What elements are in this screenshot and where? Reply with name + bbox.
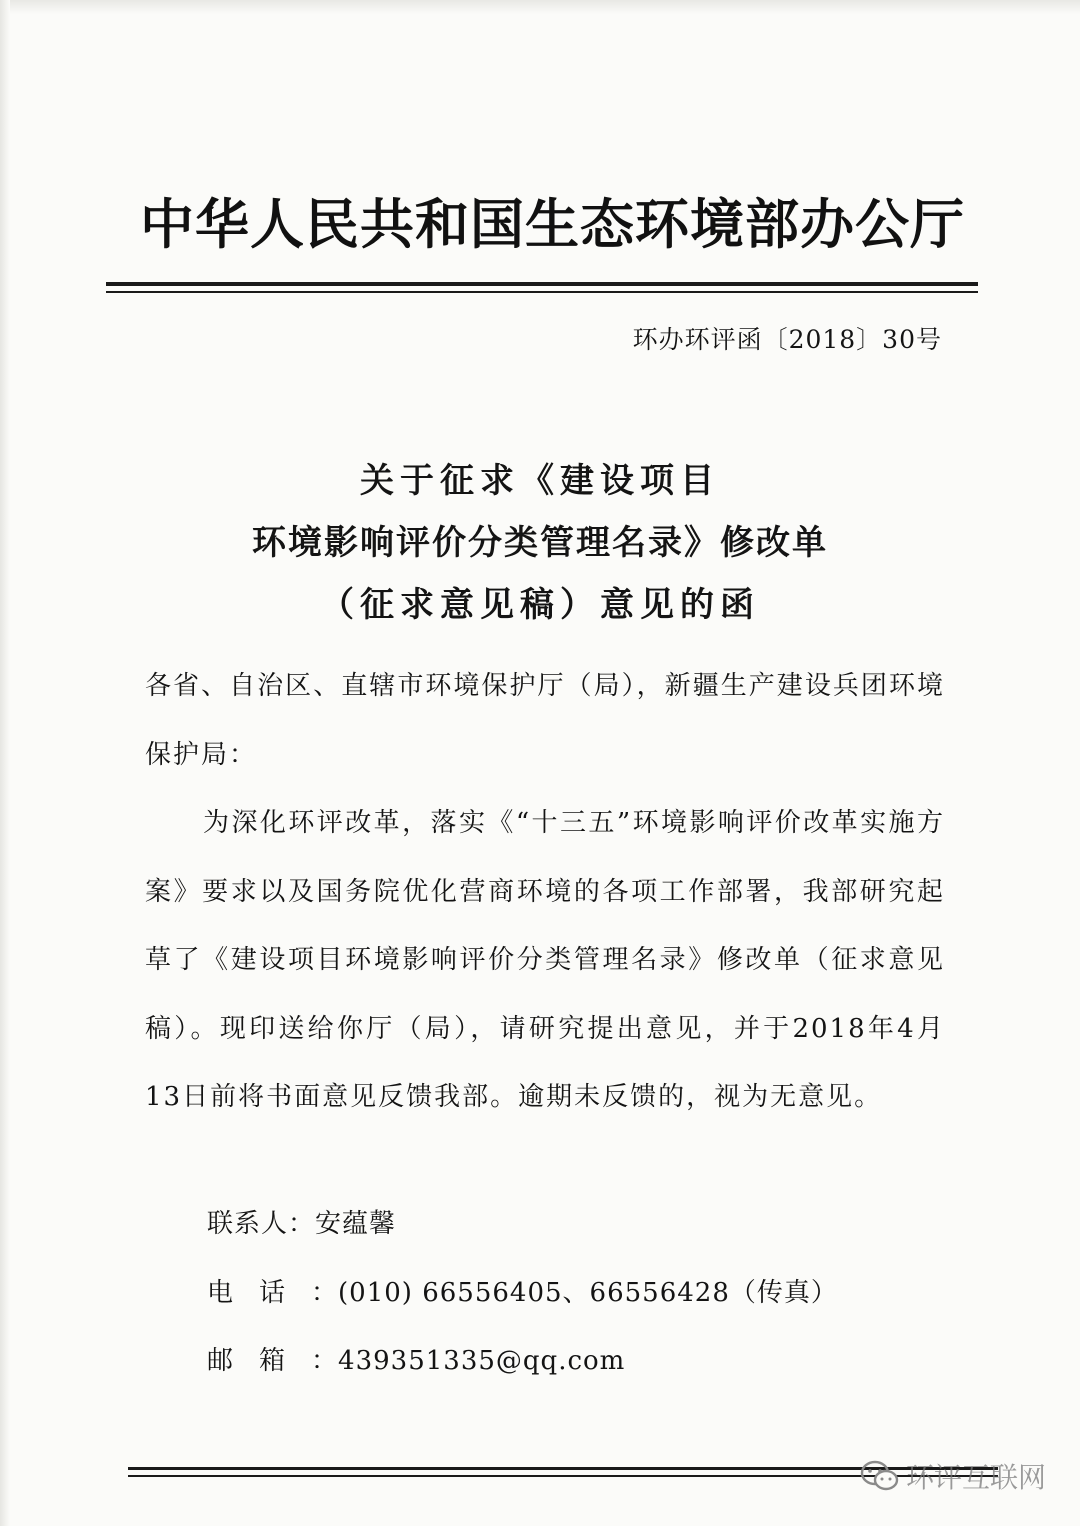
document-body	[145, 652, 945, 1132]
title-line-3: （征求意见稿）意见的函	[320, 585, 760, 625]
watermark	[860, 1456, 1046, 1496]
body-paragraph: 为深化环评改革，落实《“十三五”环境影响评价改革实施方案》要求以及国务院优化营商环境的各项工作部署，我部研究起草了《建设项目环境影响评价分类管理名录》修改单（征求意见稿）。现印送给你厅（局），请研究提出意见，并于2018年4月13日前将书面意见反馈我部。逾期未反馈的，视为无意见。	[145, 808, 945, 1112]
contact-phone-colon: ：	[311, 1277, 339, 1308]
contact-person-row	[207, 1190, 838, 1259]
addressee: 各省、自治区、直辖市环境保护厅（局），新疆生产建设兵团环境保护局：	[145, 671, 945, 770]
contact-block	[207, 1190, 838, 1396]
contact-email-colon: ：	[311, 1346, 339, 1376]
document-number: 环办环评函〔2018〕30号	[632, 325, 942, 354]
contact-email-label: 邮箱	[207, 1346, 312, 1376]
contact-phone-label: 电话	[207, 1277, 312, 1308]
contact-phone-row	[207, 1259, 838, 1328]
contact-phone: (010) 66556405、66556428（传真）	[338, 1277, 838, 1308]
contact-person: 安蕴馨	[315, 1209, 397, 1239]
contact-email-row	[207, 1327, 838, 1396]
scan-edge-top	[0, 0, 1080, 14]
document-title	[140, 450, 940, 636]
wechat-icon	[860, 1459, 900, 1493]
title-line-1: 关于征求《建设项目	[360, 461, 720, 501]
contact-person-label: 联系人：	[207, 1209, 316, 1239]
header-rule-thin	[106, 291, 978, 293]
watermark-text: 环评互联网	[905, 1461, 1046, 1494]
issuer-header: 中华人民共和国生态环境部办公厅	[140, 193, 965, 256]
contact-email: 439351335@qq.com	[338, 1346, 626, 1376]
header-rule-thick	[106, 282, 978, 286]
scan-edge-left	[0, 0, 10, 1526]
title-line-2: 环境影响评价分类管理名录》修改单	[252, 523, 828, 563]
